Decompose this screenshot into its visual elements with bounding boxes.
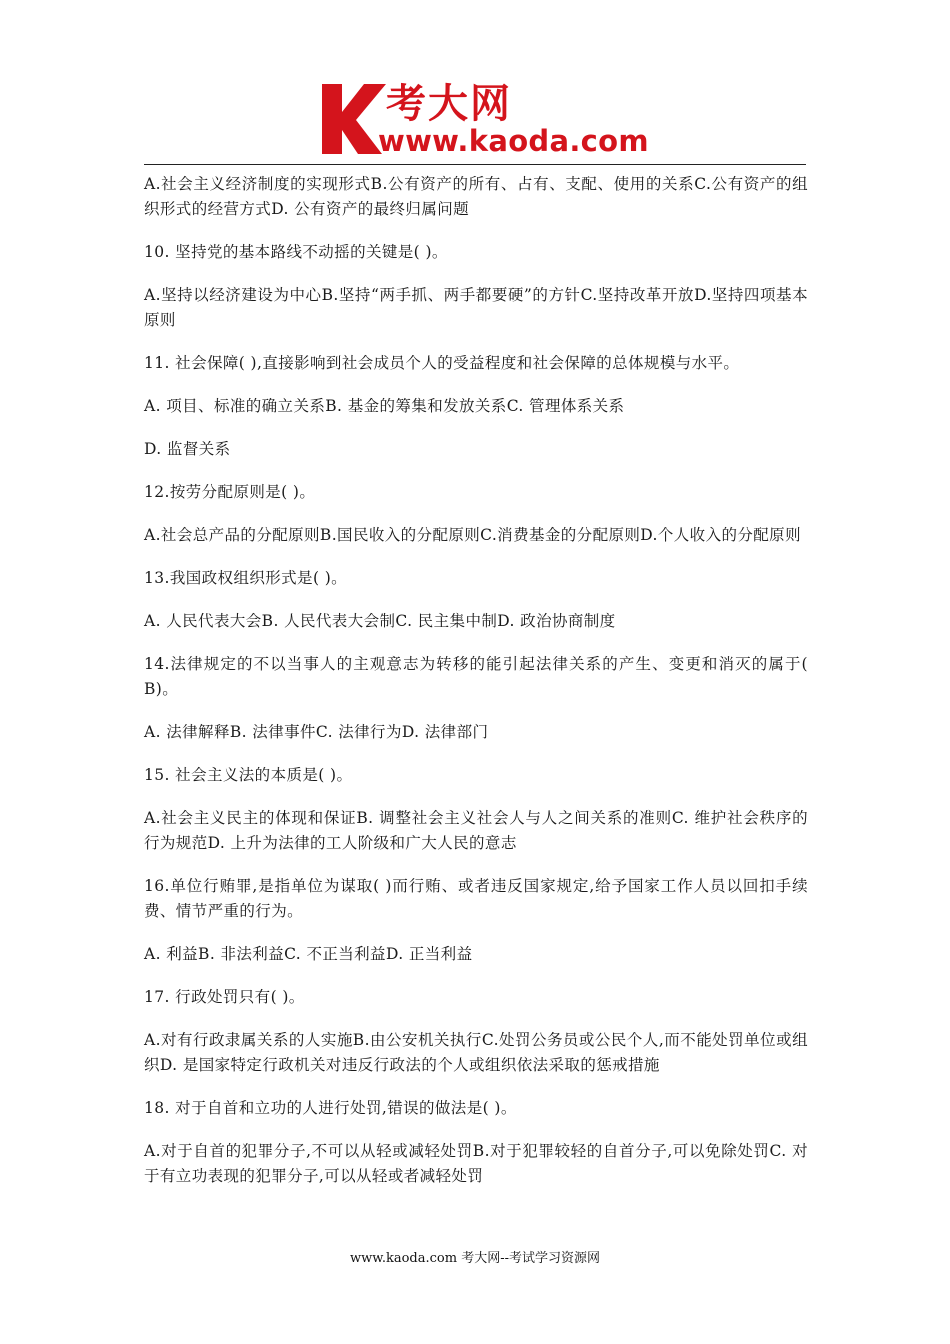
question: 15. 社会主义法的本质是( )。 xyxy=(144,766,353,784)
question: 13.我国政权组织形式是( )。 xyxy=(144,569,348,587)
options: D. 监督关系 xyxy=(144,440,231,458)
site-header xyxy=(320,78,650,162)
header-divider xyxy=(144,164,806,165)
logo-text: 考大网 xyxy=(386,81,512,127)
options: A. 利益B. 非法利益C. 不正当利益D. 正当利益 xyxy=(144,945,473,963)
question: 14.法律规定的不以当事人的主观意志为转移的能引起法律关系的产生、变更和消灭的属于( B)。 xyxy=(144,655,808,698)
question: 18. 对于自首和立功的人进行处罚,错误的做法是( )。 xyxy=(144,1099,517,1117)
options: A.对于自首的犯罪分子,不可以从轻或减轻处罚B.对于犯罪较轻的自首分子,可以免除处罚C. 对于有立功表现的犯罪分子,可以从轻或者减轻处罚 xyxy=(144,1142,808,1185)
question: 12.按劳分配原则是( )。 xyxy=(144,483,316,501)
question: 16.单位行贿罪,是指单位为谋取( )而行贿、或者违反国家规定,给予国家工作人员以回扣手续费、情节严重的行为。 xyxy=(144,877,808,920)
question: 17. 行政处罚只有( )。 xyxy=(144,988,305,1006)
logo-url: www.kaoda.com xyxy=(378,124,649,158)
paragraph: A.社会主义经济制度的实现形式B.公有资产的所有、占有、支配、使用的关系C.公有资产的组织形式的经营方式D. 公有资产的最终归属问题 xyxy=(144,175,808,218)
options: A. 法律解释B. 法律事件C. 法律行为D. 法律部门 xyxy=(144,723,489,741)
options: A.对有行政隶属关系的人实施B.由公安机关执行C.处罚公务员或公民个人,而不能处罚单位或组织D. 是国家特定行政机关对违反行政法的个人或组织依法采取的惩戒措施 xyxy=(144,1031,808,1074)
options: A.坚持以经济建设为中心B.坚持“两手抓、两手都要硬”的方针C.坚持改革开放D.坚持四项基本原则 xyxy=(144,286,808,329)
document-body xyxy=(144,172,808,1207)
question: 10. 坚持党的基本路线不动摇的关键是( )。 xyxy=(144,243,448,261)
options: A. 项目、标准的确立关系B. 基金的筹集和发放关系C. 管理体系关系 xyxy=(144,397,625,415)
options: A.社会主义民主的体现和保证B. 调整社会主义社会人与人之间关系的准则C. 维护社会秩序的行为规范D. 上升为法律的工人阶级和广大人民的意志 xyxy=(144,809,808,852)
options: A. 人民代表大会B. 人民代表大会制C. 民主集中制D. 政治协商制度 xyxy=(144,612,616,630)
question: 11. 社会保障( ),直接影响到社会成员个人的受益程度和社会保障的总体规模与水平。 xyxy=(144,354,740,372)
options: A.社会总产品的分配原则B.国民收入的分配原则C.消费基金的分配原则D.个人收入的分配原则 xyxy=(144,526,801,544)
page-footer: www.kaoda.com 考大网--考试学习资源网 xyxy=(350,1251,600,1266)
